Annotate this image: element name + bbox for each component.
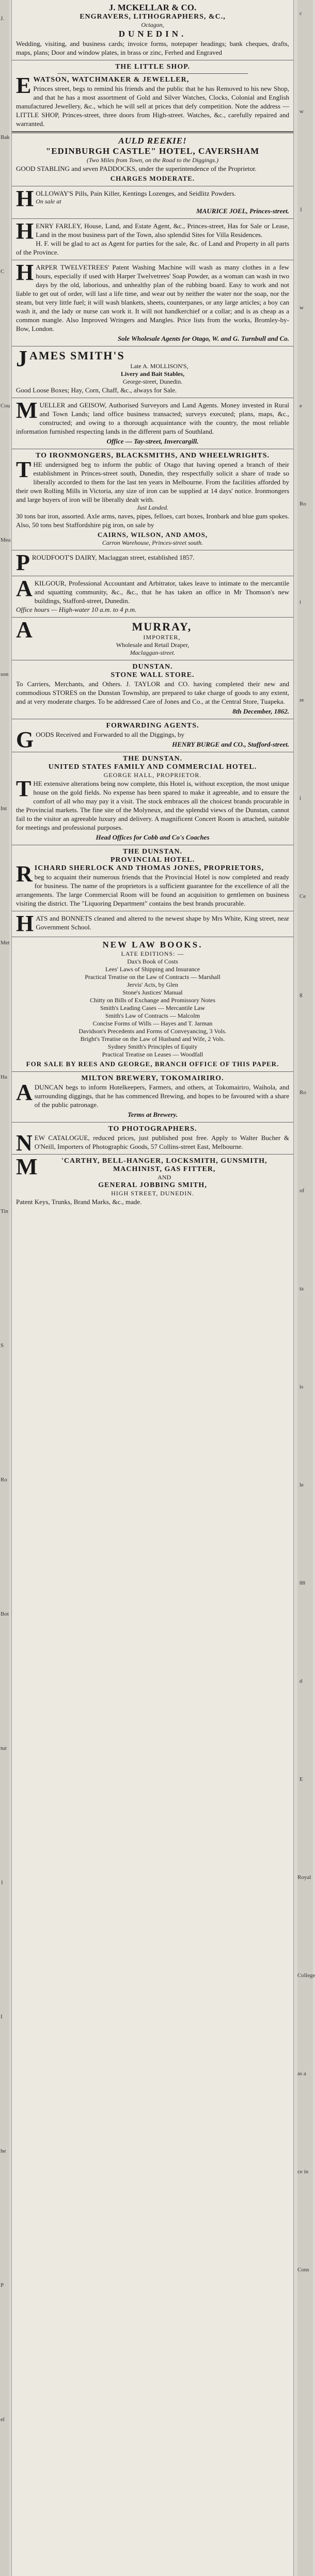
list-item: Chitty on Bills of Exchange and Promissory Notes (90, 997, 215, 1004)
ad-signature: HENRY BURGE and CO., Stafford-street. (172, 740, 289, 748)
ad-title: 'CARTHY, BELL-HANGER, LOCKSMITH, GUNSMITH, MACHINIST, GAS FITTER, (61, 1157, 267, 1173)
list-item: Lees' Laws of Shipping and Insurance (105, 966, 200, 973)
ad-proudfoot-dairy (12, 550, 293, 576)
margin-fragment: College (297, 1972, 315, 1979)
ad-body: Princes street, begs to remind his friends and the public that he has Removed to his new Shop, and that he has a most assortment of Gold and Silver Watches, Clocks, Colonial and English manufactured Jewellery, &c., which he will sell at prices that defy competition. Note the address — LITTLE SHOP, Princes-street, three doors from High-street. Watches, &c., carefully repaired and warranted. (16, 85, 289, 128)
margin-fragment: c (300, 10, 302, 17)
ad-body: OODS Received and Forwarded to all the Diggings, by (36, 731, 184, 738)
margin-fragment: 88 (300, 1580, 305, 1586)
list-item: Smith's Leading Cases — Mercantile Law (100, 1004, 206, 1012)
drop-cap: T (16, 457, 32, 482)
margin-fragment: d (300, 1678, 303, 1684)
list-item: Sydney Smith's Principles of Equity (107, 1043, 198, 1050)
drop-cap: M (16, 398, 38, 423)
ad-line: HIGH STREET, DUNEDIN. (111, 1190, 194, 1197)
drop-cap: P (16, 550, 30, 575)
margin-fragment: 1 (300, 207, 303, 213)
ad-forwarding-agents (12, 719, 293, 752)
ad-line: Maclaggan-street. (130, 649, 176, 656)
margin-fragment: as a (297, 2071, 306, 2077)
list-item: Practical Treatise on Leases — Woodfall (102, 1051, 203, 1058)
margin-fragment: ce in (297, 2169, 309, 2175)
ad-holloway-pills (12, 186, 293, 219)
ad-heading: TO PHOTOGRAPHERS. (108, 1125, 197, 1133)
margin-fragment: Ce (300, 893, 306, 899)
margin-fragment: el (1, 2416, 5, 2423)
ad-body: DUNCAN begs to inform Hotelkeepers, Farmers, and others, at Tokomairiro, Waihola, and surrounding diggings, that he has commenced Brewing, and hopes to be favoured with a share of the public patronage. (34, 1083, 289, 1109)
ad-subheading: LATE EDITIONS: — (121, 950, 184, 957)
advertisement-column (11, 0, 294, 2576)
ad-landed-body: 30 tons bar iron, assorted. Axle arms, naves, pipes, felloes, cart boxes, Ironbark and blue gum spokes. Also, 50 tons best Staffordshire pig iron, on sale by (16, 512, 289, 529)
book-list (16, 958, 289, 1058)
ad-place: Octagon, (141, 21, 164, 28)
ad-heading: THE DUNSTAN. (122, 755, 183, 763)
ad-stone-wall-store (12, 660, 293, 719)
ad-line: Wholesale and Retail Draper, (116, 641, 190, 649)
drop-cap: R (16, 861, 33, 887)
ad-body: ENRY FARLEY, House, Land, and Estate Agent, &c., Princes-street, Has for Sale or Lease, Land in the most business part of the Town, also splendid Sites for Villa Residences. (36, 222, 289, 239)
ad-proprietor: GEORGE HALL, PROPRIETOR. (103, 771, 202, 779)
ad-heading: MILTON BREWERY, TOKOMAIRIRO. (81, 1074, 224, 1082)
ad-signature: Sole Wholesale Agents for Otago, W. and G. Turnbull and Co. (117, 335, 289, 342)
drop-cap: H (16, 186, 34, 211)
ad-body: Patent Keys, Trunks, Brand Marks, &c., made. (16, 1198, 142, 1206)
ad-title: AULD REEKIE! (118, 136, 187, 146)
ad-james-smith-stables (12, 346, 293, 398)
ad-ironmongers (12, 449, 293, 550)
ad-subheading: UNITED STATES FAMILY AND COMMERCIAL HOTEL. (48, 763, 257, 771)
ad-hats-bonnets (12, 911, 293, 937)
ad-body: To Carriers, Merchants, and Others. J. TAYLOR and CO. having completed their new and commodious STORES on the Dunstan Township, are prepared to take charge of goods to any extent, and at very moderate charges. To be addressed Care of Jones and Co., at the Central Store, Tuapeka. (16, 680, 289, 705)
list-item: Jervis' Acts, by Glen (127, 981, 178, 988)
ad-subtitle: ENGRAVERS, LITHOGRAPHERS, &C., (80, 13, 226, 21)
ad-mueller-geisow (12, 398, 293, 449)
ad-new-law-books (12, 937, 293, 1072)
margin-fragment: Ro (1, 1477, 7, 1483)
drop-cap: T (16, 776, 32, 801)
margin-fragment: g (300, 991, 303, 998)
margin-fragment: i (300, 599, 302, 605)
list-item: Concise Forms of Wills — Hayes and T. Jarman (92, 1020, 213, 1027)
ad-heading: TO IRONMONGERS, BLACKSMITHS, AND WHEELWRIGHTS. (35, 452, 270, 460)
margin-fragment: le (300, 1482, 304, 1488)
ad-body: ATS and BONNETS cleaned and altered to the newest shape by Mrs White, King street, near Government School. (36, 914, 289, 931)
list-item: Davidson's Precedents and Forms of Conveyancing, 3 Vols. (78, 1028, 227, 1035)
drop-cap: M (16, 1154, 38, 1179)
ad-body: beg to acquaint their numerous friends that the Provincial Hotel is now completed and ready for business. The name of the proprietors is a sufficient guarantee for the excellence of all the arrangements. The large Commercial Room will be found an acquisition to gentlemen on business visiting the district. The "Liquoring Department" contains the best brands procurable. (16, 873, 289, 907)
margin-fragment: w (300, 305, 304, 311)
ad-body: GOOD STABLING and seven PADDOCKS, under the superintendence of the Proprietor. (16, 165, 257, 172)
ad-mckellar-engravers (12, 0, 293, 60)
ad-body: KILGOUR, Professional Accountant and Arbitrator, takes leave to intimate to the mercantile and squatting community, &c., &c., that he has taken an office in Mr Thomson's new buildings, Stafford-street, Dunedin. (34, 579, 289, 605)
margin-fragment: Ro (300, 1089, 306, 1096)
margin-fragment: J. (1, 15, 5, 22)
margin-fragment: ta (300, 1286, 304, 1292)
drop-cap: A (16, 1080, 33, 1105)
ad-provincial-hotel (12, 845, 293, 911)
ad-edinburgh-castle-hotel (12, 132, 293, 186)
ad-signature: CAIRNS, WILSON, AND AMOS, (97, 531, 208, 539)
margin-fragment: Cons (297, 2267, 309, 2273)
ad-footer: Head Offices for Cobb and Co's Coaches (96, 833, 210, 841)
ad-mccarthy-locksmith (12, 1155, 293, 1209)
margin-fragment: Bot (1, 1611, 9, 1617)
margin-fragment: i (300, 795, 302, 801)
ad-body: ROUDFOOT'S DAIRY, Maclaggan street, established 1857. (32, 554, 195, 561)
ad-onsale: On sale at (36, 198, 61, 205)
ad-subtitle: "EDINBURGH CASTLE" HOTEL, CAVERSHAM (45, 146, 260, 156)
divider (57, 73, 248, 74)
margin-fragment: he (1, 2148, 6, 2154)
ad-title: ICHARD SHERLOCK AND THOMAS JONES, PROPRIETORS, (34, 864, 264, 872)
list-item: Stone's Justices' Manual (122, 989, 183, 996)
margin-fragment: Bak (1, 134, 10, 140)
margin-fragment: Ha (1, 1074, 7, 1080)
ad-kilgour-accountant (12, 576, 293, 618)
ad-harper-twelvetrees (12, 260, 293, 346)
ad-title: AMES SMITH'S (29, 349, 125, 362)
ad-title: MURRAY, (132, 620, 192, 633)
ad-united-states-hotel (12, 752, 293, 845)
ad-subtitle: Late A. MOLLISON'S, (130, 362, 188, 370)
ad-body: Wedding, visiting, and business cards; invoice forms, notepaper headings; bank cheques, drafts, maps, plans; Door and window plates, in brass or zinc, Ferhed and Engraved (16, 40, 289, 56)
ad-subheading: PROVINCIAL HOTEL. (110, 856, 195, 864)
ad-footer: 8th December, 1862. (232, 707, 289, 715)
ad-note: (Two Miles from Town, on the Road to the Diggings.) (86, 156, 219, 164)
ad-murray-draper (12, 618, 293, 660)
ad-subtitle: WATSON, WATCHMAKER & JEWELLER, (33, 76, 190, 84)
margin-fragment: re (300, 697, 304, 703)
margin-fragment: Met (1, 940, 10, 946)
margin-fragment: E (300, 1776, 303, 1782)
ad-heading: THE DUNSTAN. (122, 848, 183, 856)
margin-fragment: C (1, 268, 5, 275)
ad-subheading: STONE WALL STORE. (111, 671, 195, 679)
margin-fragment: e (300, 403, 302, 409)
ad-line: GENERAL JOBBING SMITH, (98, 1181, 207, 1189)
margin-fragment: of (300, 1188, 305, 1194)
margin-fragment: P (1, 2282, 4, 2288)
drop-cap: A (16, 576, 33, 601)
ad-body: ARPER TWELVETREES' Patent Washing Machine will wash as many clothes in a few hours, especially if used with Harper Twelvetrees' Soap Powder, as a woman can wash in two days by the old, laborious, and unhealthy plan of the rubbing board. Easy to work and not liable to get out of order, will last a life time, and wear out by neither the water nor the soap, nor the steam, but very little fuel; it will wash blankets, sheets, counterpanes, or any large articles; a boy can wash it, and the lady or nurse can work it. It will not handkerchief or a collar; and is as cheap as a common mangle. Also Improved Wringers and Mangles. Price lists from the works, Bromley-by-Bow, London. (16, 263, 289, 333)
drop-cap: G (16, 727, 34, 752)
drop-cap: A (16, 617, 33, 642)
ad-footer: Terms at Brewery. (128, 1111, 178, 1118)
margin-fragment: son (1, 671, 9, 677)
ad-body: Good Loose Boxes; Hay, Corn, Chaff, &c., always for Sale. (16, 386, 177, 394)
list-item: Smith's Law of Contracts — Malcolm (105, 1012, 200, 1019)
ad-title: J. MCKELLAR & CO. (108, 3, 197, 12)
ad-line: Livery and Bait Stables, (120, 370, 185, 377)
ad-milton-brewery (12, 1072, 293, 1123)
margin-fragment: tur (1, 1745, 7, 1751)
drop-cap: J (16, 346, 27, 371)
margin-fragment: Ro (300, 501, 306, 507)
ad-footer: Office hours — High-water 10 a.m. to 4 p.m. (16, 606, 137, 613)
ad-photographers (12, 1123, 293, 1155)
ad-title: THE LITTLE SHOP. (115, 63, 191, 71)
ad-watson-jeweller (12, 60, 293, 132)
ad-body: OLLOWAY'S Pills, Pain Killer, Kentings Lozenges, and Seidlitz Powders. (36, 189, 236, 197)
drop-cap: N (16, 1130, 33, 1156)
ad-heading: FORWARDING AGENTS. (106, 722, 199, 730)
right-margin (297, 0, 313, 2576)
list-item: Practical Treatise on the Law of Contracts — Marshall (85, 973, 220, 981)
ad-footer: Office — Tay-street, Invercargill. (106, 437, 199, 445)
ad-line: George-street, Dunedin. (122, 378, 183, 385)
drop-cap: H (16, 260, 34, 285)
left-margin (0, 0, 9, 2576)
ad-subtitle: AND (158, 1174, 171, 1181)
ad-heading: NEW LAW BOOKS. (102, 940, 203, 950)
margin-fragment: Mea (1, 537, 11, 543)
ad-signature: MAURICE JOEL, Princes-street. (196, 207, 289, 215)
ad-body: HE extensive alterations being now complete, this Hotel is, without exception, the most unique house on the gold fields. No expense has been spared to make it agreeable, and to ensure the comfort of all who may pay it a visit. The stock embraces all the choicest brands procurable in the Provincial markets. The fine site of the Molyneux, and the splendid views of the Dunstan, cannot fail to the visitor an agreeable luxury and delivery. A magnificent Concert Room is attached, suitable for meetings and professional purposes. (16, 780, 289, 831)
drop-cap: H (16, 911, 34, 936)
ad-body: HE undersigned beg to inform the public of Otago that having opened a branch of their establishment in Princes-street south, Dunedin, they respectfully solicit a share of trade so liberally accorded to them for the last ten years in Melbourne. From the facilities afforded by their own Rolling Mills in Victoria, any size of iron can be supplied at 14 days' notice. Ironmongers and large buyers of iron will be liberally dealt with. (16, 461, 289, 503)
margin-fragment: is (300, 1384, 304, 1390)
margin-fragment: 1 (1, 1879, 4, 1886)
ad-footer: CHARGES MODERATE. (110, 175, 195, 182)
drop-cap: H (16, 218, 34, 244)
ad-footer: FOR SALE BY REES AND GEORGE, BRANCH OFFICE OF THIS PAPER. (26, 1060, 279, 1068)
ad-signature-line: Carron Warehouse, Princes-street south. (102, 539, 203, 546)
list-item: Bright's Treatise on the Law of Husband and Wife, 2 Vols. (80, 1035, 225, 1042)
margin-fragment: Cou (1, 403, 10, 409)
ad-note: H. F. will be glad to act as Agent for parties for the sale, &c. of Land and Property in all parts of the Province. (16, 240, 289, 256)
ad-body: UELLER and GEISOW, Authorised Surveyors and Land Agents. Money invested in Rural and Town Lands; land office business transacted; surveys executed; plans, maps, &c., constructed; and owing to a thorough acquaintance with the country, the most reliable information furnished respecting lands in the different parts of Southland. (16, 401, 289, 435)
ad-body: EW CATALOGUE, reduced prices, just published post free. Apply to Walter Bucher & O'Neill, Importers of Photographic Goods, 57 Collins-street East, Melbourne. (34, 1134, 289, 1150)
ad-town: DUNEDIN. (118, 29, 187, 39)
ad-henry-farley (12, 219, 293, 260)
ad-landed: Just Landed. (136, 504, 169, 511)
margin-fragment: Int (1, 805, 7, 812)
margin-fragment: Royal (297, 1874, 311, 1880)
margin-fragment: S (1, 1342, 4, 1349)
margin-fragment: Tin (1, 1208, 8, 1214)
drop-cap: E (16, 73, 32, 98)
margin-fragment: w (300, 108, 304, 115)
margin-fragment: I (1, 2014, 3, 2020)
list-item: Dax's Book of Costs (127, 958, 178, 965)
ad-subtitle: IMPORTER, (143, 634, 181, 641)
ad-heading: DUNSTAN. (132, 663, 173, 671)
